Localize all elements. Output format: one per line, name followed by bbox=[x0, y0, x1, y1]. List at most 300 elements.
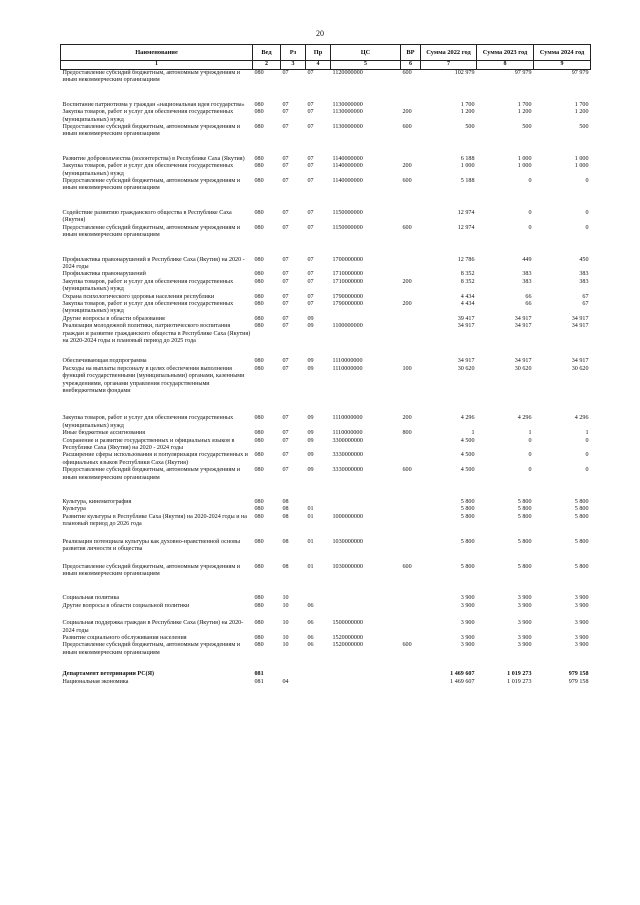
table-row bbox=[61, 366, 591, 396]
spacer-cell bbox=[61, 85, 591, 102]
cell-sum-2023: 5 800 bbox=[517, 499, 532, 506]
cell-cs: 1520000000 bbox=[332, 634, 363, 641]
cell-vr: 200 bbox=[402, 300, 412, 307]
cell-vr bbox=[401, 595, 421, 602]
cell-cs: 1000000000 bbox=[332, 513, 363, 520]
cell-vr: 100 bbox=[402, 365, 412, 372]
cell-ved: 080 bbox=[254, 124, 264, 131]
cell-rz: 07 bbox=[282, 358, 289, 365]
table-row bbox=[61, 257, 591, 272]
cell-sum-2023: 449 bbox=[522, 256, 532, 263]
cell-name: Предоставление субсидий бюджетным, автономным учреждениям и иным некоммерческим организациям bbox=[62, 124, 241, 138]
table-row bbox=[61, 452, 591, 467]
table-body bbox=[61, 70, 591, 686]
cell-sum-2022: 102 979 bbox=[454, 70, 475, 76]
cell-pr: 07 bbox=[307, 155, 314, 162]
cell-sum-2022: 5 800 bbox=[460, 513, 475, 520]
cell-rz: 07 bbox=[282, 365, 289, 372]
cell-sum-2022: 4 500 bbox=[460, 452, 475, 459]
cell-ved: 080 bbox=[254, 437, 264, 444]
cell-ved: 080 bbox=[254, 595, 264, 602]
cell-sum-2024: 1 000 bbox=[574, 155, 589, 162]
cell-sum-2023: 4 296 bbox=[517, 415, 532, 422]
row-spacer bbox=[61, 240, 591, 257]
cell-sum-2024: 0 bbox=[585, 224, 589, 231]
cell-ved: 080 bbox=[254, 602, 264, 609]
cell-cs bbox=[331, 595, 401, 602]
cell-pr: 01 bbox=[307, 513, 314, 520]
cell-name: Реализация потенциала культуры как духовно-нравственной основы развития личности и общества bbox=[62, 538, 241, 553]
header-ved: Вед bbox=[253, 45, 281, 61]
table-row bbox=[61, 642, 591, 657]
table-row bbox=[61, 620, 591, 635]
cell-sum-2024: 97 979 bbox=[571, 70, 589, 76]
cell-rz: 07 bbox=[282, 315, 289, 322]
cell-cs: 1110000000 bbox=[332, 365, 363, 372]
cell-cs: 1130000000 bbox=[332, 109, 363, 116]
cell-name: Закупка товаров, работ и услуг для обеспечения государственных (муниципальных) нужд bbox=[62, 300, 234, 315]
cell-cs: 1030000000 bbox=[332, 538, 363, 545]
cell-pr: 07 bbox=[307, 109, 314, 116]
cell-cs: 1150000000 bbox=[332, 224, 363, 231]
header-pr: Пр bbox=[306, 45, 331, 61]
cell-rz: 07 bbox=[282, 452, 289, 459]
cell-ved: 080 bbox=[254, 178, 264, 185]
cell-name: Развитие добровольчества (волонтерства) в Республике Саха (Якутия) bbox=[62, 155, 245, 162]
cell-vr bbox=[401, 358, 421, 365]
cell-vr: 200 bbox=[402, 163, 412, 170]
cell-rz: 07 bbox=[282, 109, 289, 116]
cell-vr: 600 bbox=[402, 642, 412, 649]
cell-name: Культура, кинематография bbox=[62, 499, 132, 506]
cell-sum-2022: 8 352 bbox=[460, 271, 475, 278]
cell-name: Обеспечивающая подпрограмма bbox=[62, 358, 147, 365]
cell-sum-2024: 0 bbox=[585, 209, 589, 216]
cell-pr: 07 bbox=[307, 271, 314, 278]
cell-sum-2022: 4 434 bbox=[460, 293, 475, 300]
cell-sum-2023: 1 200 bbox=[517, 109, 532, 116]
cell-name: Национальная экономика bbox=[62, 678, 129, 685]
cell-cs: 1790000000 bbox=[332, 293, 363, 300]
header-name: Наименование bbox=[61, 45, 253, 61]
cell-sum-2024: 500 bbox=[579, 124, 589, 131]
spacer-cell bbox=[61, 529, 591, 539]
cell-pr bbox=[306, 595, 331, 602]
cell-name: Другие вопросы в области образования bbox=[62, 315, 165, 322]
cell-ved: 080 bbox=[254, 256, 264, 263]
cell-sum-2023: 0 bbox=[528, 437, 532, 444]
cell-sum-2023: 1 019 273 bbox=[507, 671, 532, 678]
cell-cs: 1110000000 bbox=[332, 358, 363, 365]
cell-rz: 07 bbox=[282, 467, 289, 474]
cell-pr: 07 bbox=[307, 101, 314, 108]
cell-sum-2024: 3 900 bbox=[574, 642, 589, 649]
cell-sum-2022: 1 bbox=[471, 430, 475, 437]
cell-cs bbox=[331, 316, 401, 323]
table-row bbox=[61, 671, 591, 678]
cell-sum-2023: 34 917 bbox=[514, 358, 532, 365]
cell-sum-2023: 5 800 bbox=[517, 563, 532, 570]
cell-ved: 081 bbox=[254, 678, 264, 685]
cell-pr: 09 bbox=[307, 365, 314, 372]
cell-cs: 1100000000 bbox=[332, 323, 363, 330]
cell-name: Предоставление субсидий бюджетным, автономным учреждениям и иным некоммерческим организациям bbox=[62, 224, 241, 239]
cell-vr: 600 bbox=[402, 224, 412, 231]
spacer-cell bbox=[61, 578, 591, 595]
row-spacer bbox=[61, 482, 591, 499]
cell-sum-2022: 6 188 bbox=[460, 155, 475, 162]
cell-sum-2024: 67 bbox=[582, 293, 589, 300]
cell-sum-2024: 5 800 bbox=[574, 538, 589, 545]
table-header-row bbox=[61, 45, 591, 61]
cell-pr: 09 bbox=[307, 315, 314, 322]
cell-name: Иные бюджетные ассигнования bbox=[62, 430, 146, 437]
spacer-cell bbox=[61, 554, 591, 564]
table-row bbox=[61, 210, 591, 225]
cell-ved: 080 bbox=[254, 620, 264, 627]
cell-rz: 07 bbox=[282, 278, 289, 285]
cell-sum-2022: 8 352 bbox=[460, 278, 475, 285]
cell-cs bbox=[331, 499, 401, 506]
cell-name: Предоставление субсидий бюджетным, автономным учреждениям и иным некоммерческим организациям bbox=[62, 70, 241, 84]
cell-name: Закупка товаров, работ и услуг для обеспечения государственных (муниципальных) нужд bbox=[62, 415, 234, 429]
cell-name: Департамент ветеринарии РС(Я) bbox=[62, 671, 155, 678]
cell-sum-2022: 1 000 bbox=[460, 163, 475, 170]
cell-rz: 07 bbox=[282, 178, 289, 185]
cell-vr: 200 bbox=[402, 415, 412, 422]
cell-pr: 09 bbox=[307, 452, 314, 459]
cell-pr: 06 bbox=[307, 642, 314, 649]
cell-pr: 01 bbox=[307, 506, 314, 513]
table-row bbox=[61, 163, 591, 178]
table-row bbox=[61, 499, 591, 506]
cell-pr: 09 bbox=[307, 437, 314, 444]
cell-cs: 1150000000 bbox=[332, 209, 363, 216]
cell-rz: 10 bbox=[282, 602, 289, 609]
cell-name: Предоставление субсидий бюджетным, автономным учреждениям и иным некоммерческим организациям bbox=[62, 563, 241, 577]
row-spacer bbox=[61, 139, 591, 156]
row-spacer bbox=[61, 554, 591, 564]
cell-pr: 07 bbox=[307, 293, 314, 300]
cell-cs: 1140000000 bbox=[332, 178, 363, 185]
cell-name: Профилактика правонарушений bbox=[62, 271, 146, 278]
cell-cs bbox=[331, 603, 401, 610]
cell-vr bbox=[401, 514, 421, 529]
spacer-cell bbox=[61, 193, 591, 210]
cell-name: Закупка товаров, работ и услуг для обеспечения государственных (муниципальных) нужд bbox=[62, 163, 234, 177]
cell-cs: 1110000000 bbox=[332, 415, 363, 422]
cell-rz: 04 bbox=[282, 678, 289, 685]
row-spacer bbox=[61, 529, 591, 539]
column-number: 3 bbox=[281, 61, 306, 70]
cell-sum-2022: 5 188 bbox=[460, 178, 475, 185]
cell-sum-2022: 12 974 bbox=[457, 224, 475, 231]
cell-cs: 1110000000 bbox=[332, 430, 363, 437]
column-number: 2 bbox=[253, 61, 281, 70]
cell-pr bbox=[306, 671, 331, 678]
header-vr: ВР bbox=[401, 45, 421, 61]
column-number: 4 bbox=[306, 61, 331, 70]
cell-vr bbox=[401, 499, 421, 506]
cell-ved: 080 bbox=[254, 278, 264, 285]
cell-sum-2022: 3 900 bbox=[460, 634, 475, 641]
cell-ved: 080 bbox=[254, 209, 264, 216]
cell-name: Социальная политика bbox=[62, 595, 120, 602]
cell-sum-2022: 5 800 bbox=[460, 563, 475, 570]
cell-pr: 07 bbox=[307, 256, 314, 263]
cell-vr: 200 bbox=[402, 109, 412, 116]
cell-name: Профилактика правонарушений в Республике Саха (Якутия) на 2020 - 2024 годы bbox=[62, 256, 245, 270]
row-spacer bbox=[61, 395, 591, 415]
cell-cs: 1130000000 bbox=[332, 124, 363, 131]
cell-sum-2022: 500 bbox=[465, 124, 475, 131]
cell-name: Предоставление субсидий бюджетным, автономным учреждениям и иным некоммерческим организациям bbox=[62, 642, 241, 656]
cell-pr: 09 bbox=[307, 467, 314, 474]
cell-sum-2022: 1 700 bbox=[460, 101, 475, 108]
cell-pr: 06 bbox=[307, 602, 314, 609]
cell-ved: 080 bbox=[254, 163, 264, 170]
cell-name: Сохранение и развитие государственных и официальных языков в Республике Саха (Якутия) на 2020 - 2024 годы bbox=[62, 437, 235, 452]
cell-rz: 07 bbox=[282, 256, 289, 263]
cell-sum-2024: 3 900 bbox=[574, 595, 589, 602]
table-row bbox=[61, 358, 591, 365]
header-sum-2022: Сумма 2022 год bbox=[421, 45, 477, 61]
cell-sum-2022: 3 900 bbox=[460, 602, 475, 609]
row-spacer bbox=[61, 345, 591, 358]
cell-sum-2024: 383 bbox=[579, 271, 589, 278]
cell-vr bbox=[401, 210, 421, 225]
cell-name: Развитие культуры в Республике Саха (Якутия) на 2020-2024 годы и на плановый период до 2026 года bbox=[62, 513, 247, 528]
cell-cs: 3330000000 bbox=[332, 452, 363, 459]
table-row bbox=[61, 438, 591, 453]
cell-sum-2024: 0 bbox=[585, 452, 589, 459]
cell-cs: 1030000000 bbox=[332, 563, 363, 570]
cell-sum-2023: 383 bbox=[522, 271, 532, 278]
cell-ved: 080 bbox=[254, 109, 264, 116]
header-sum-2024: Сумма 2024 год bbox=[534, 45, 591, 61]
table-row bbox=[61, 301, 591, 316]
cell-vr bbox=[401, 620, 421, 635]
cell-pr: 09 bbox=[307, 323, 314, 330]
cell-cs bbox=[331, 679, 401, 686]
cell-rz: 07 bbox=[282, 437, 289, 444]
row-spacer bbox=[61, 85, 591, 102]
cell-cs: 1710000000 bbox=[332, 278, 363, 285]
cell-ved: 080 bbox=[254, 315, 264, 322]
cell-ved: 080 bbox=[254, 452, 264, 459]
table-row bbox=[61, 595, 591, 602]
cell-vr bbox=[401, 452, 421, 467]
cell-name: Культура bbox=[62, 506, 86, 513]
cell-ved: 080 bbox=[254, 365, 264, 372]
cell-sum-2023: 0 bbox=[528, 467, 532, 474]
table-row bbox=[61, 415, 591, 430]
cell-pr: 07 bbox=[307, 163, 314, 170]
cell-sum-2024: 383 bbox=[579, 278, 589, 285]
header-rz: Рз bbox=[281, 45, 306, 61]
cell-vr: 600 bbox=[402, 178, 412, 185]
cell-ved: 080 bbox=[254, 513, 264, 520]
header-cs: ЦС bbox=[331, 45, 401, 61]
cell-sum-2022: 1 469 607 bbox=[450, 678, 475, 685]
cell-sum-2024: 979 158 bbox=[568, 678, 589, 685]
cell-rz: 07 bbox=[282, 101, 289, 108]
row-spacer bbox=[61, 657, 591, 671]
cell-rz: 10 bbox=[282, 634, 289, 641]
cell-vr: 600 bbox=[402, 70, 412, 76]
cell-sum-2023: 34 917 bbox=[514, 315, 532, 322]
cell-vr bbox=[401, 671, 421, 678]
table-row bbox=[61, 70, 591, 85]
cell-sum-2023: 66 bbox=[525, 293, 532, 300]
table-row bbox=[61, 109, 591, 124]
table-row bbox=[61, 539, 591, 554]
cell-name: Закупка товаров, работ и услуг для обеспечения государственных (муниципальных) нужд bbox=[62, 278, 234, 293]
cell-rz: 07 bbox=[282, 70, 289, 76]
cell-sum-2022: 3 900 bbox=[460, 642, 475, 649]
cell-sum-2023: 3 900 bbox=[517, 634, 532, 641]
cell-rz: 07 bbox=[282, 293, 289, 300]
table-row bbox=[61, 467, 591, 482]
cell-cs: 3300000000 bbox=[332, 437, 363, 444]
cell-sum-2022: 34 917 bbox=[457, 358, 475, 365]
spacer-cell bbox=[61, 240, 591, 257]
cell-ved: 080 bbox=[254, 634, 264, 641]
cell-vr bbox=[401, 635, 421, 642]
cell-cs: 1700000000 bbox=[332, 256, 363, 263]
cell-ved: 080 bbox=[254, 224, 264, 231]
cell-vr: 600 bbox=[402, 124, 412, 131]
cell-pr: 07 bbox=[307, 209, 314, 216]
cell-rz: 07 bbox=[282, 209, 289, 216]
cell-pr: 07 bbox=[307, 300, 314, 307]
cell-sum-2024: 0 bbox=[585, 467, 589, 474]
cell-name: Закупка товаров, работ и услуг для обеспечения государственных (муниципальных) нужд bbox=[62, 109, 234, 123]
cell-rz: 07 bbox=[282, 271, 289, 278]
column-number: 8 bbox=[477, 61, 534, 70]
cell-sum-2023: 66 bbox=[525, 300, 532, 307]
spacer-cell bbox=[61, 345, 591, 358]
cell-vr bbox=[401, 102, 421, 109]
cell-vr: 800 bbox=[402, 430, 412, 437]
cell-vr bbox=[401, 294, 421, 301]
table-row bbox=[61, 323, 591, 345]
cell-rz: 10 bbox=[282, 642, 289, 649]
row-spacer bbox=[61, 578, 591, 595]
cell-ved: 080 bbox=[254, 506, 264, 513]
cell-rz: 08 bbox=[282, 513, 289, 520]
cell-pr: 09 bbox=[307, 430, 314, 437]
cell-sum-2023: 1 bbox=[528, 430, 532, 437]
cell-name: Содействие развитию гражданского общества в Республике Саха (Якутия) bbox=[62, 209, 232, 224]
cell-sum-2022: 12 786 bbox=[457, 256, 475, 263]
cell-sum-2022: 3 900 bbox=[460, 620, 475, 627]
cell-ved: 080 bbox=[254, 300, 264, 307]
cell-pr: 07 bbox=[307, 278, 314, 285]
cell-sum-2022: 4 500 bbox=[460, 437, 475, 444]
cell-sum-2023: 0 bbox=[528, 224, 532, 231]
cell-cs: 1500000000 bbox=[332, 620, 363, 627]
cell-pr: 09 bbox=[307, 358, 314, 365]
cell-vr bbox=[401, 438, 421, 453]
cell-vr: 200 bbox=[402, 278, 412, 285]
table-row bbox=[61, 225, 591, 240]
cell-rz: 07 bbox=[282, 323, 289, 330]
column-number-row bbox=[61, 61, 591, 70]
cell-sum-2024: 67 bbox=[582, 300, 589, 307]
table-row bbox=[61, 271, 591, 278]
cell-sum-2024: 0 bbox=[585, 437, 589, 444]
cell-sum-2022: 3 900 bbox=[460, 595, 475, 602]
cell-cs: 1140000000 bbox=[332, 155, 363, 162]
header-sum-2023: Сумма 2023 год bbox=[477, 45, 534, 61]
cell-sum-2024: 1 bbox=[585, 430, 589, 437]
cell-name: Предоставление субсидий бюджетным, автономным учреждениям и иным некоммерческим организациям bbox=[62, 467, 241, 481]
cell-pr: 07 bbox=[307, 70, 314, 76]
cell-pr: 01 bbox=[307, 563, 314, 570]
cell-sum-2024: 34 917 bbox=[571, 323, 589, 330]
cell-sum-2024: 1 700 bbox=[574, 101, 589, 108]
cell-sum-2023: 34 917 bbox=[514, 323, 532, 330]
table-row bbox=[61, 178, 591, 193]
cell-sum-2022: 5 800 bbox=[460, 499, 475, 506]
cell-sum-2024: 5 800 bbox=[574, 506, 589, 513]
cell-sum-2024: 30 620 bbox=[571, 365, 589, 372]
cell-sum-2024: 5 800 bbox=[574, 563, 589, 570]
cell-rz bbox=[281, 671, 306, 678]
cell-rz: 07 bbox=[282, 415, 289, 422]
cell-sum-2023: 383 bbox=[522, 278, 532, 285]
cell-sum-2024: 34 917 bbox=[571, 315, 589, 322]
cell-sum-2022: 5 800 bbox=[460, 538, 475, 545]
cell-cs bbox=[331, 506, 401, 513]
cell-vr bbox=[401, 316, 421, 323]
cell-sum-2022: 1 200 bbox=[460, 109, 475, 116]
table-row bbox=[61, 603, 591, 610]
cell-rz: 07 bbox=[282, 124, 289, 131]
cell-rz: 08 bbox=[282, 506, 289, 513]
cell-pr: 09 bbox=[307, 415, 314, 422]
cell-sum-2023: 3 900 bbox=[517, 620, 532, 627]
cell-sum-2023: 97 979 bbox=[514, 70, 532, 76]
cell-ved: 080 bbox=[254, 293, 264, 300]
cell-cs bbox=[331, 671, 401, 678]
cell-pr: 01 bbox=[307, 538, 314, 545]
cell-sum-2023: 30 620 bbox=[514, 365, 532, 372]
cell-sum-2023: 1 019 273 bbox=[507, 678, 532, 685]
cell-sum-2022: 4 434 bbox=[460, 300, 475, 307]
cell-rz: 07 bbox=[282, 224, 289, 231]
cell-sum-2023: 3 900 bbox=[517, 642, 532, 649]
cell-name: Социальная поддержка граждан в Республике Саха (Якутия) на 2020-2024 годы bbox=[62, 620, 244, 634]
cell-cs: 1790000000 bbox=[332, 300, 363, 307]
cell-pr bbox=[306, 679, 331, 686]
cell-sum-2023: 1 700 bbox=[517, 101, 532, 108]
cell-sum-2023: 1 000 bbox=[517, 155, 532, 162]
cell-sum-2023: 3 900 bbox=[517, 602, 532, 609]
cell-sum-2022: 34 917 bbox=[457, 323, 475, 330]
cell-name: Расходы на выплаты персоналу в целях обеспечения выполнения функций государственными (муниципальными) органами, казенными учреждениями, органами управления государственными внебюджетными фондами bbox=[62, 365, 245, 394]
cell-sum-2023: 500 bbox=[522, 124, 532, 131]
cell-cs: 1140000000 bbox=[332, 163, 363, 170]
cell-rz: 07 bbox=[282, 300, 289, 307]
cell-name: Расширение сферы использования и популяризация государственных и официальных языков Республики Саха (Якутия) bbox=[62, 452, 248, 466]
cell-sum-2024: 3 900 bbox=[574, 620, 589, 627]
column-number: 6 bbox=[401, 61, 421, 70]
table-row bbox=[61, 679, 591, 686]
spacer-cell bbox=[61, 657, 591, 671]
cell-vr bbox=[401, 257, 421, 272]
